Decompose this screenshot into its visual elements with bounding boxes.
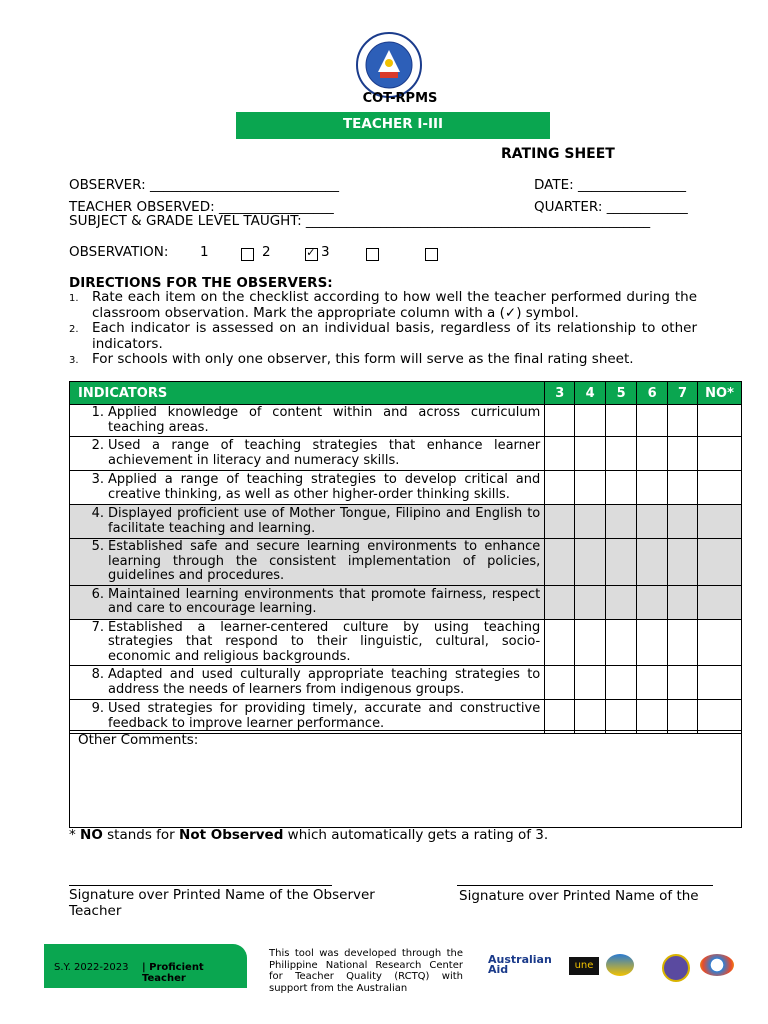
rating-cell[interactable] bbox=[606, 471, 637, 505]
rating-cell[interactable] bbox=[545, 700, 575, 734]
direction-item bbox=[69, 352, 697, 368]
rating-6-header: 6 bbox=[637, 382, 668, 405]
une-text: une bbox=[574, 960, 594, 971]
indicator-number: 7. bbox=[91, 619, 104, 635]
footer-tag bbox=[44, 944, 247, 988]
rating-cell[interactable] bbox=[606, 619, 637, 666]
indicator-cell bbox=[70, 471, 545, 505]
date-field[interactable]: DATE: ________________ bbox=[534, 177, 686, 193]
observation-extra-checkbox[interactable] bbox=[425, 248, 438, 261]
note-mid: stands for bbox=[102, 827, 180, 843]
rating-cell[interactable] bbox=[545, 471, 575, 505]
position-title-bar: TEACHER I-III bbox=[236, 112, 550, 139]
direction-text: Rate each item on the checklist according to how well the teacher performed during the classroom observation. Mark the appropriate column with a (✓) symbol. bbox=[92, 289, 697, 321]
observer-signature-line bbox=[69, 885, 332, 886]
rating-cell[interactable] bbox=[698, 539, 742, 586]
indicator-text: Applied a range of teaching strategies to develop critical and creative thinking, as well as other higher-order thinking skills. bbox=[108, 472, 541, 502]
indicator-number: 8. bbox=[91, 667, 104, 682]
rating-cell[interactable] bbox=[545, 539, 575, 586]
rating-cell[interactable] bbox=[575, 619, 606, 666]
indicator-text: Displayed proficient use of Mother Tongue, Filipino and English to facilitate teaching and learning. bbox=[108, 506, 541, 536]
rating-cell[interactable] bbox=[545, 505, 575, 539]
observation-2-checkbox[interactable] bbox=[305, 248, 318, 261]
rating-cell[interactable] bbox=[545, 619, 575, 666]
rating-cell[interactable] bbox=[637, 585, 668, 619]
direction-number: 2. bbox=[69, 324, 79, 335]
indicators-header: INDICATORS bbox=[70, 382, 545, 405]
deped-seal-logo bbox=[356, 32, 422, 98]
rating-cell[interactable] bbox=[668, 619, 698, 666]
note-star: * bbox=[69, 827, 81, 843]
other-comments-label: Other Comments: bbox=[78, 732, 199, 748]
direction-item bbox=[69, 290, 697, 321]
rating-cell[interactable] bbox=[698, 619, 742, 666]
rating-cell[interactable] bbox=[698, 471, 742, 505]
note-no: NO bbox=[80, 827, 103, 843]
rating-cell[interactable] bbox=[637, 666, 668, 700]
indicator-text: Applied knowledge of content within and across curriculum teaching areas. bbox=[108, 405, 541, 435]
indicator-cell bbox=[70, 700, 545, 734]
australian-aid-text: Australian Aid bbox=[488, 953, 552, 976]
directions-title: DIRECTIONS FOR THE OBSERVERS: bbox=[69, 275, 333, 291]
note-not-observed: Not Observed bbox=[179, 827, 284, 843]
direction-text: For schools with only one observer, this form will serve as the final rating sheet. bbox=[92, 351, 634, 367]
second-signature-caption: Signature over Printed Name of the bbox=[459, 888, 699, 904]
rating-cell[interactable] bbox=[637, 471, 668, 505]
rctq-seal-logo bbox=[662, 954, 690, 982]
sheet-title: RATING SHEET bbox=[501, 146, 615, 162]
indicator-number: 9. bbox=[91, 701, 104, 716]
rating-cell[interactable] bbox=[545, 405, 575, 437]
observation-option-2-label: 2 bbox=[262, 244, 271, 260]
direction-number: 3. bbox=[69, 355, 79, 366]
table-row bbox=[70, 539, 742, 586]
rating-cell[interactable] bbox=[606, 700, 637, 734]
observer-signature-caption: Signature over Printed Name of the Observer Teacher bbox=[69, 887, 375, 919]
table-row bbox=[70, 471, 742, 505]
rating-cell[interactable] bbox=[698, 666, 742, 700]
indicator-cell bbox=[70, 619, 545, 666]
indicator-cell bbox=[70, 666, 545, 700]
rating-cell[interactable] bbox=[575, 666, 606, 700]
career-stage: | Proficient Teacher bbox=[142, 962, 204, 984]
rating-cell[interactable] bbox=[698, 405, 742, 437]
rating-cell[interactable] bbox=[698, 505, 742, 539]
observation-3-checkbox[interactable] bbox=[366, 248, 379, 261]
rating-cell[interactable] bbox=[668, 437, 698, 471]
direction-number: 1. bbox=[69, 293, 79, 304]
rating-cell[interactable] bbox=[668, 539, 698, 586]
table-row bbox=[70, 619, 742, 666]
table-row bbox=[70, 505, 742, 539]
rating-cell[interactable] bbox=[606, 585, 637, 619]
indicator-number: 4. bbox=[91, 506, 104, 521]
indicator-number: 1. bbox=[91, 405, 104, 420]
indicator-text: Established safe and secure learning environments to enhance learning through the consistent implementation of policies, guidelines and procedures. bbox=[108, 539, 541, 583]
rating-cell[interactable] bbox=[575, 437, 606, 471]
observation-label: OBSERVATION: bbox=[69, 244, 169, 260]
indicator-cell bbox=[70, 585, 545, 619]
rating-cell[interactable] bbox=[668, 666, 698, 700]
table-header-row bbox=[70, 382, 742, 405]
partner-swirl-logo bbox=[700, 954, 734, 976]
other-comments-box[interactable] bbox=[69, 730, 742, 828]
indicator-text: Maintained learning environments that promote fairness, respect and care to encourage learning. bbox=[108, 586, 541, 616]
rating-cell[interactable] bbox=[575, 700, 606, 734]
note-tail: which automatically gets a rating of 3. bbox=[283, 827, 549, 843]
indicator-number: 5. bbox=[91, 539, 104, 554]
rating-cell[interactable] bbox=[637, 505, 668, 539]
table-row bbox=[70, 405, 742, 437]
rating-cell[interactable] bbox=[698, 585, 742, 619]
rating-3-header: 3 bbox=[545, 382, 575, 405]
quarter-field[interactable]: QUARTER: ____________ bbox=[534, 199, 688, 215]
indicators-table bbox=[69, 381, 742, 734]
indicator-text: Adapted and used culturally appropriate teaching strategies to address the needs of learners from indigenous groups. bbox=[108, 667, 541, 697]
rating-cell[interactable] bbox=[575, 471, 606, 505]
rating-cell[interactable] bbox=[545, 585, 575, 619]
rating-cell[interactable] bbox=[698, 437, 742, 471]
table-row bbox=[70, 666, 742, 700]
rating-cell[interactable] bbox=[668, 585, 698, 619]
rating-cell[interactable] bbox=[606, 437, 637, 471]
second-signature-line bbox=[457, 885, 713, 886]
rating-cell[interactable] bbox=[545, 437, 575, 471]
rating-cell[interactable] bbox=[637, 700, 668, 734]
rating-cell[interactable] bbox=[668, 505, 698, 539]
indicator-cell bbox=[70, 539, 545, 586]
table-row bbox=[70, 585, 742, 619]
table-row bbox=[70, 437, 742, 471]
subject-grade-field[interactable]: SUBJECT & GRADE LEVEL TAUGHT: ___________________________________________________ bbox=[69, 213, 651, 229]
indicator-number: 3. bbox=[91, 472, 104, 487]
rating-4-header: 4 bbox=[575, 382, 606, 405]
rating-cell[interactable] bbox=[637, 405, 668, 437]
teacher-observed-field[interactable]: TEACHER OBSERVED: _________________ bbox=[69, 199, 334, 215]
not-observed-header: NO* bbox=[698, 382, 742, 405]
observer-field[interactable]: OBSERVER: ____________________________ bbox=[69, 177, 339, 193]
footer-credit: This tool was developed through the Philippine National Research Center for Teacher Quality (RCTQ) with support from the Australian bbox=[269, 948, 463, 994]
indicator-cell bbox=[70, 505, 545, 539]
rating-cell[interactable] bbox=[637, 539, 668, 586]
indicator-cell bbox=[70, 437, 545, 471]
rating-cell[interactable] bbox=[575, 585, 606, 619]
rating-cell[interactable] bbox=[545, 666, 575, 700]
org-name: COT-RPMS bbox=[362, 91, 438, 106]
rating-cell[interactable] bbox=[575, 505, 606, 539]
rating-cell[interactable] bbox=[668, 405, 698, 437]
une-logo bbox=[569, 957, 599, 975]
australian-aid-logo bbox=[488, 955, 550, 975]
rating-cell[interactable] bbox=[668, 700, 698, 734]
direction-item bbox=[69, 321, 697, 352]
school-year: S.Y. 2022-2023 bbox=[54, 962, 129, 973]
rating-cell[interactable] bbox=[668, 471, 698, 505]
not-observed-note bbox=[69, 827, 548, 843]
direction-text: Each indicator is assessed on an individual basis, regardless of its relationship to other indicators. bbox=[92, 320, 697, 352]
rating-cell[interactable] bbox=[575, 405, 606, 437]
rating-cell[interactable] bbox=[606, 539, 637, 586]
rating-cell[interactable] bbox=[606, 405, 637, 437]
indicator-text: Used a range of teaching strategies that enhance learner achievement in literacy and numeracy skills. bbox=[108, 438, 541, 468]
observation-option-3-label: 3 bbox=[321, 244, 330, 260]
seameo-logo bbox=[606, 954, 634, 976]
rating-7-header: 7 bbox=[668, 382, 698, 405]
observation-option-1-label: 1 bbox=[200, 244, 209, 260]
observation-1-checkbox[interactable] bbox=[241, 248, 254, 261]
indicator-text: Established a learner-centered culture by using teaching strategies that respond to their linguistic, cultural, socio-economic and religious backgrounds. bbox=[108, 619, 541, 664]
rating-cell[interactable] bbox=[637, 437, 668, 471]
directions-list bbox=[69, 290, 697, 368]
rating-cell[interactable] bbox=[637, 619, 668, 666]
rating-cell[interactable] bbox=[606, 505, 637, 539]
indicator-number: 6. bbox=[91, 586, 104, 602]
table-row bbox=[70, 700, 742, 734]
indicator-text: Used strategies for providing timely, accurate and constructive feedback to improve learner performance. bbox=[108, 701, 541, 731]
rating-cell[interactable] bbox=[698, 700, 742, 734]
indicator-number: 2. bbox=[91, 438, 104, 453]
rating-cell[interactable] bbox=[575, 539, 606, 586]
rating-5-header: 5 bbox=[606, 382, 637, 405]
rating-cell[interactable] bbox=[606, 666, 637, 700]
indicator-cell bbox=[70, 405, 545, 437]
